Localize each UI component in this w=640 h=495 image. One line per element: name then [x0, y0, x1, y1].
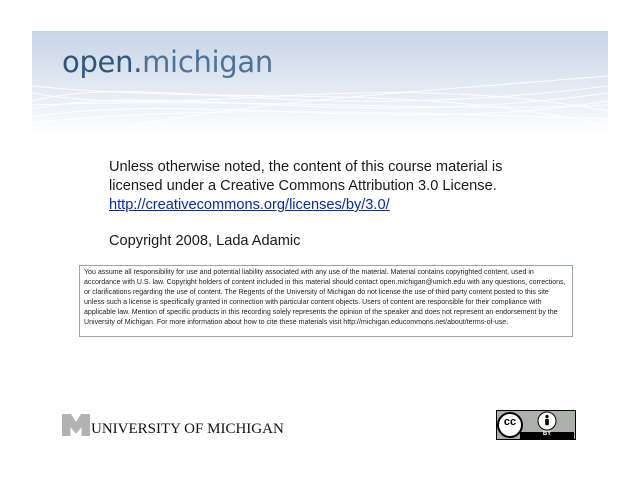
disclaimer-box: You assume all responsibility for use and potential liability associated with any use of the material. Material contains copyrighted content, used in accordance with U.S. law. Copyright holders of content included in this material should contact open.michigan@umich.edu with any questions, corrections, or clarifications regarding the use of content. The Regents of the University of Michigan do not license the use of third party content posted to this site unless such a license is specifically granted in connection with particular content objects. Users of content are responsible for their compliance with applicable law. Mention of specific products in this recording solely represents the opinion of the speaker and does not represent an endorsement by the University of Michigan. For more information about how to cite these materials visit http://michigan.educommons.net/about/terms-of-use. — [79, 265, 573, 337]
logo-dot-text: . — [133, 45, 143, 79]
logo-michigan-text: michigan — [142, 45, 273, 79]
logo-open-text: open — [62, 45, 134, 79]
university-of-michigan-logo — [62, 414, 284, 436]
header-banner — [32, 31, 608, 135]
by-label: BY — [542, 431, 552, 437]
cc-label: cc — [503, 416, 517, 428]
license-statement — [109, 158, 539, 251]
license-line-2: licensed under a Creative Commons Attribution 3.0 License. — [109, 178, 497, 194]
license-line-1: Unless otherwise noted, the content of this course material is — [109, 159, 503, 175]
license-url-link[interactable]: http://creativecommons.org/licenses/by/3.0/ — [109, 197, 390, 213]
cc-by-badge — [496, 410, 576, 445]
open-michigan-logo — [62, 45, 273, 79]
university-name: UNIVERSITY OF MICHIGAN — [91, 421, 284, 437]
copyright-notice: Copyright 2008, Lada Adamic — [109, 233, 301, 249]
block-m-icon — [62, 414, 90, 436]
